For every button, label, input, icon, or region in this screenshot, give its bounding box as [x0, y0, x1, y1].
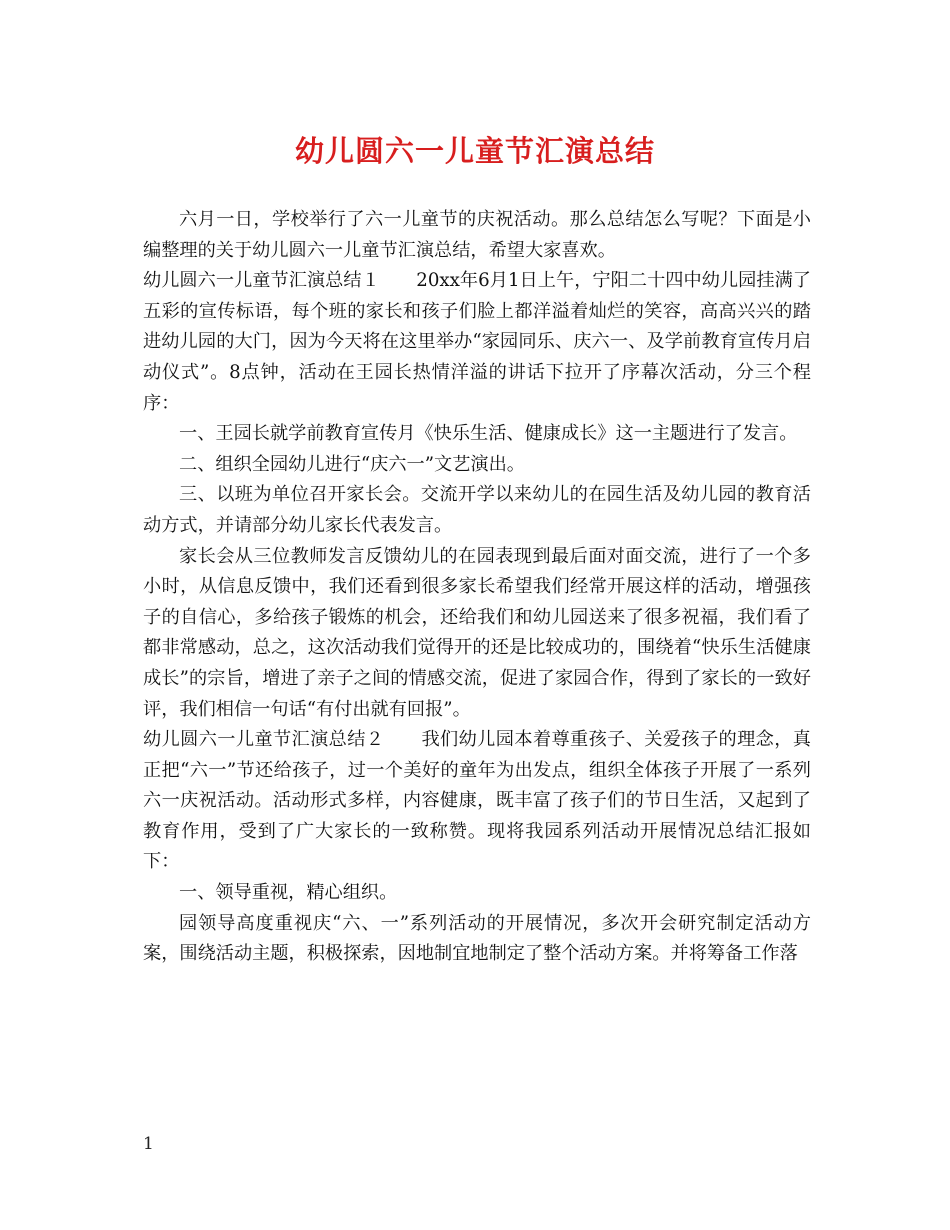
document-title: 幼儿圆六一儿童节汇演总结 [294, 134, 655, 168]
document-body [143, 205, 811, 970]
paragraph-summary-2: 幼儿圆六一儿童节汇演总结２ 我们幼儿园本着尊重孩子、关爱孩子的理念，真正把“六一”节还给孩子，过一个美好的童年为出发点，组织全体孩子开展了一系列六一庆祝活动。活动形式多样，内容健康，既丰富了孩子们的节日生活，又起到了教育作用，受到了广大家长的一致称赞。现将我园系列活动开展情况总结汇报如下： [143, 729, 811, 873]
paragraph-summary-1: 幼儿圆六一儿童节汇演总结１ 20xx年6月1日上午，宁阳二十四中幼儿园挂满了五彩的宣传标语，每个班的家长和孩子们脸上都洋溢着灿烂的笑容，高高兴兴的踏进幼儿园的大门，因为今天将在这里举办“家园同乐、庆六一、及学前教育宣传月启动仪式”。8点钟，活动在王园长热情洋溢的讲话下拉开了序幕次活动，分三个程序： [143, 270, 811, 414]
paragraph-program-3: 三、以班为单位召开家长会。交流开学以来幼儿的在园生活及幼儿园的教育活动方式，并请部分幼儿家长代表发言。 [143, 484, 811, 536]
paragraph-leadership: 园领导高度重视庆“六、一”系列活动的开展情况，多次开会研究制定活动方案，围绕活动主题，积极探索，因地制宜地制定了整个活动方案。并将筹备工作落 [143, 912, 811, 965]
paragraph-program-1: 一、王园长就学前教育宣传月《快乐生活、健康成长》这一主题进行了发言。 [179, 423, 798, 445]
paragraph-section-heading: 一、领导重视，精心组织。 [179, 882, 398, 904]
paragraph-program-2: 二、组织全园幼儿进行“庆六一”文艺演出。 [179, 453, 525, 475]
paragraph-parent-meeting: 家长会从三位教师发言反馈幼儿的在园表现到最后面对面交流，进行了一个多小时，从信息反馈中，我们还看到很多家长希望我们经常开展这样的活动，增强孩子的自信心，多给孩子锻炼的机会，还给我们和幼儿园送来了很多祝福，我们看了都非常感动，总之，这次活动我们觉得开的还是比较成功的，围绕着“快乐生活健康成长”的宗旨，增进了亲子之间的情感交流，促进了家园合作，得到了家长的一致好评，我们相信一句话“有付出就有回报”。 [143, 545, 811, 720]
paragraph-intro: 六月一日，学校举行了六一儿童节的庆祝活动。那么总结怎么写呢？下面是小编整理的关于幼儿圆六一儿童节汇演总结，希望大家喜欢。 [143, 209, 811, 261]
page-number: 1 [143, 1134, 154, 1154]
